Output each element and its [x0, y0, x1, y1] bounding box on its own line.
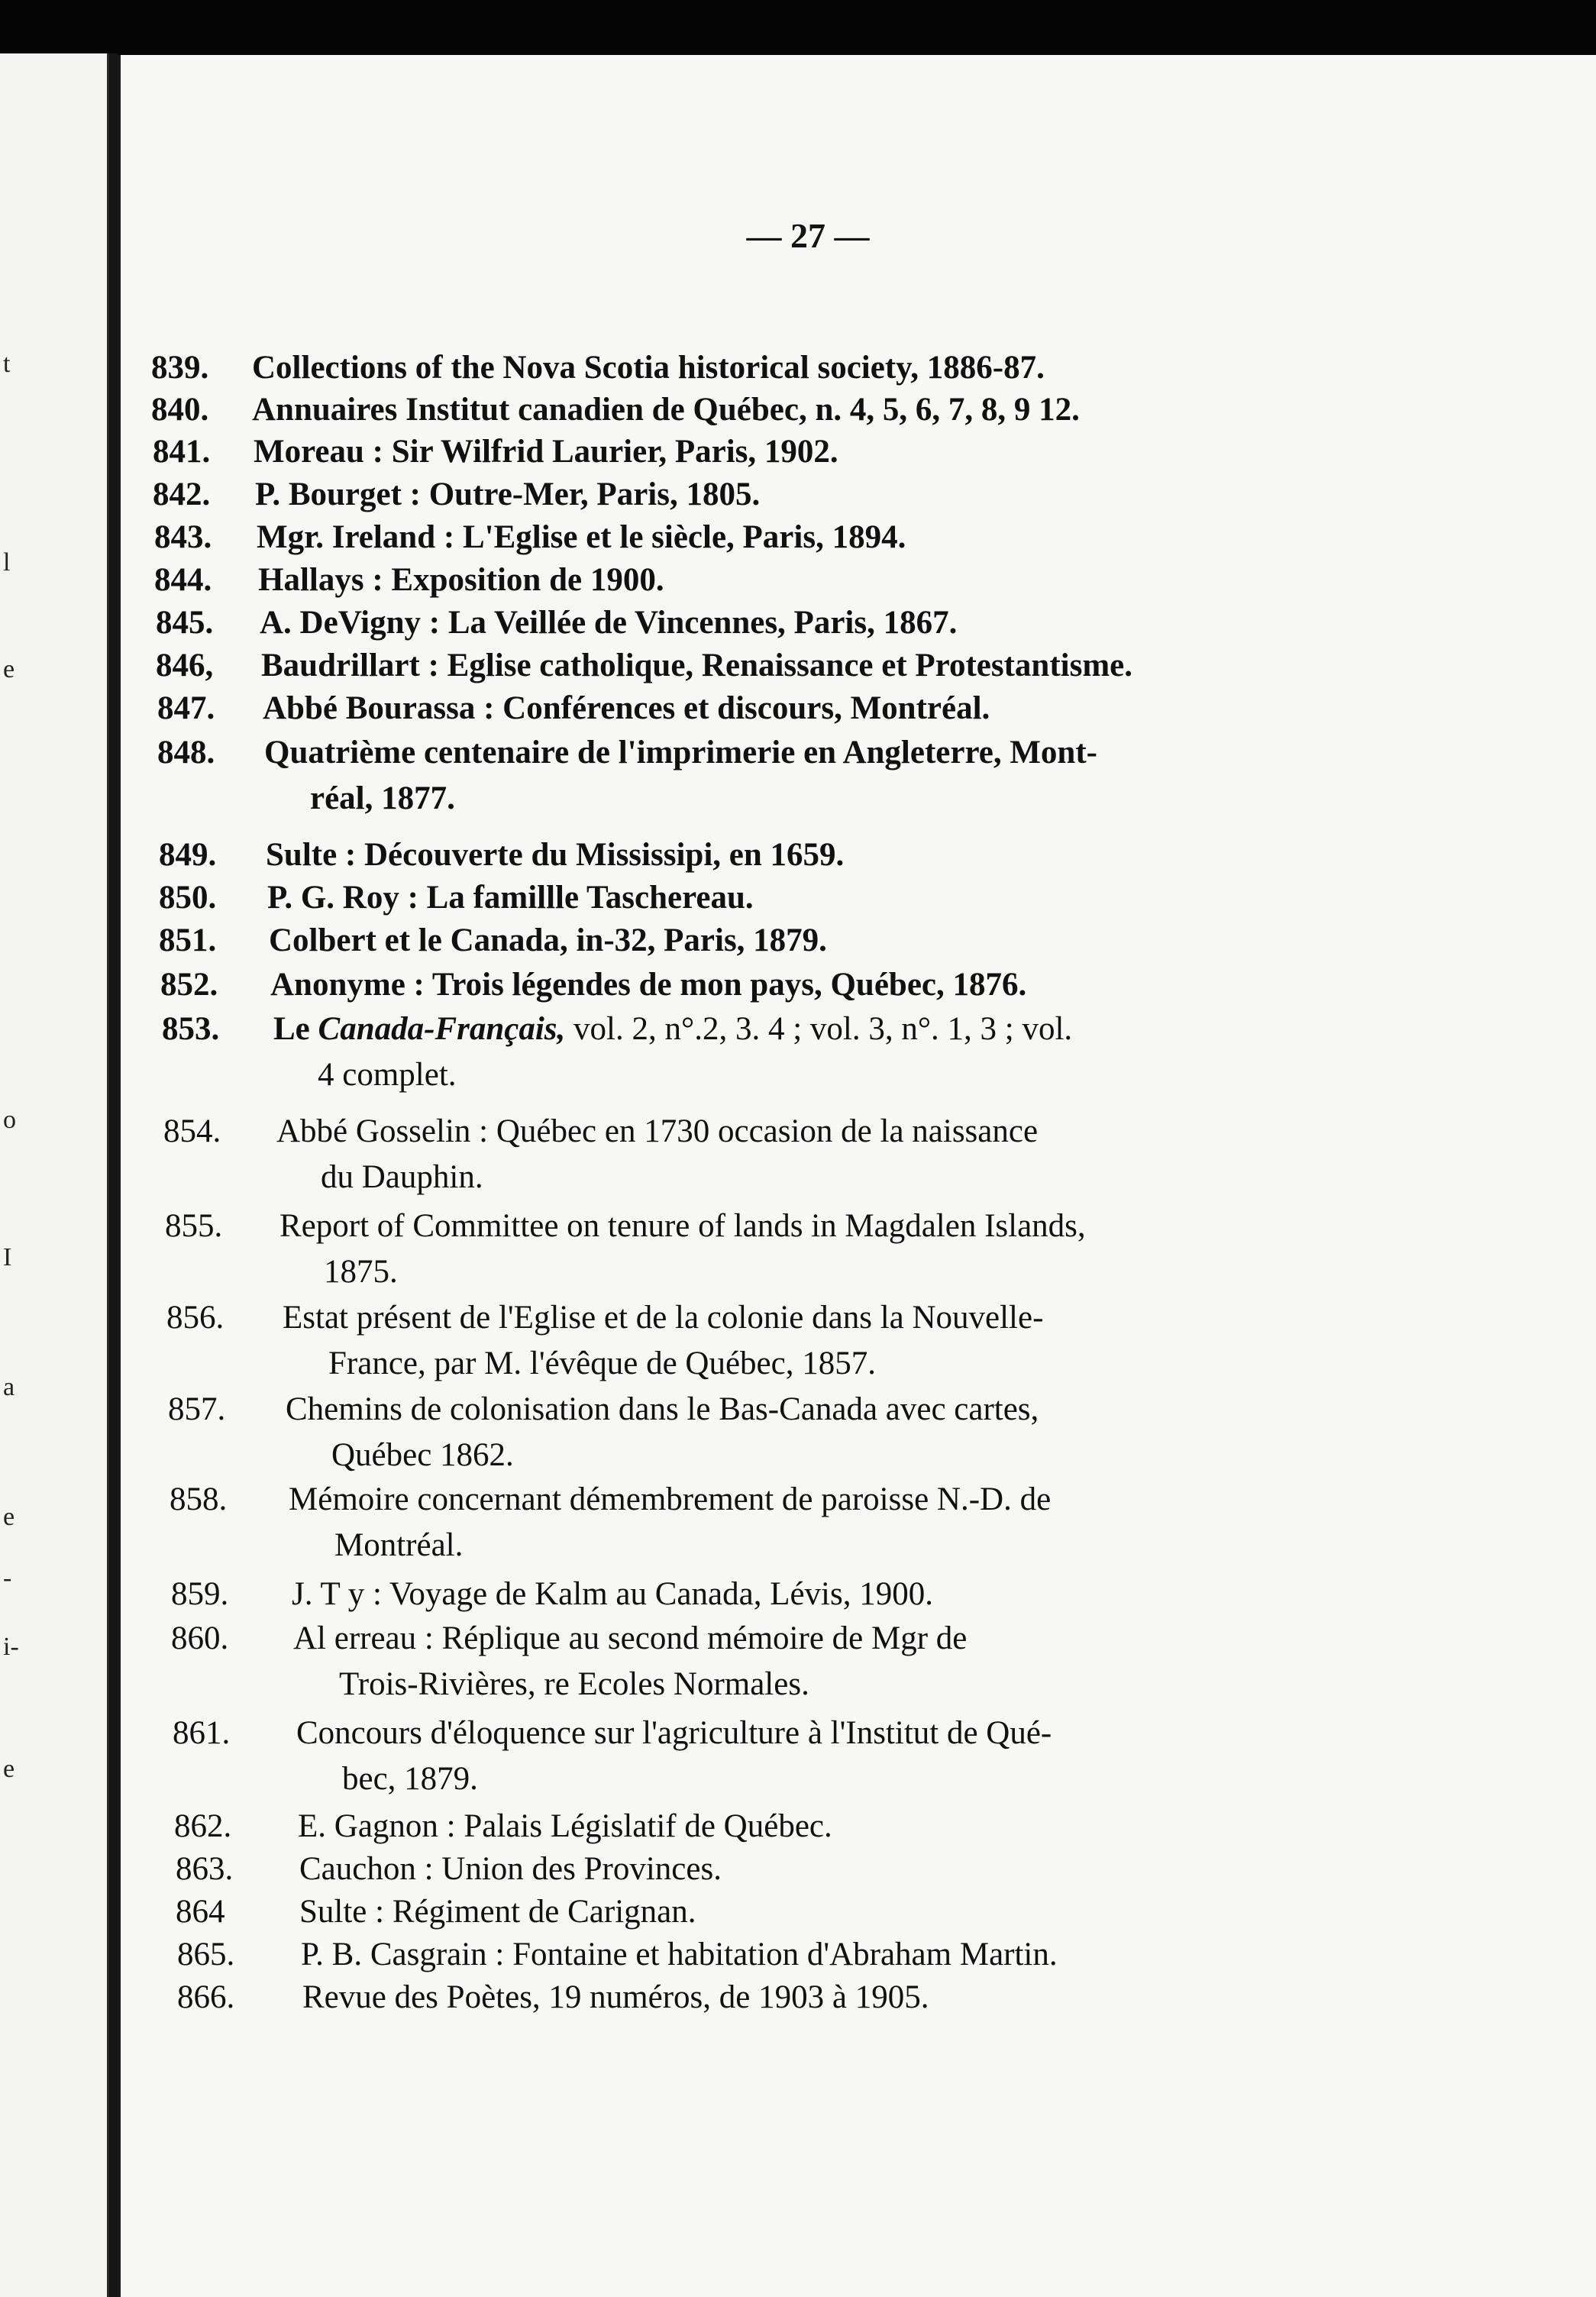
entry-number: 841. [153, 434, 211, 470]
entry-text: Chemins de colonisation dans le Bas-Canada avec cartes, [286, 1391, 1039, 1427]
entry-text: Sulte : Découverte du Mississipi, en 1659. [266, 837, 845, 873]
entry-text: P. Bourget : Outre-Mer, Paris, 1805. [255, 477, 761, 512]
entry-continuation: réal, 1877. [310, 780, 455, 816]
left-margin-fragment: I [3, 1243, 12, 1271]
list-item [163, 1109, 1462, 1200]
entry-text: Cauchon : Union des Provinces. [299, 1851, 722, 1887]
entry-number: 860. [171, 1620, 229, 1656]
entry-number: 852. [160, 967, 218, 1003]
left-margin-fragment: l [3, 548, 11, 577]
left-margin-fragment: a [3, 1373, 15, 1401]
entry-text: Le Canada-Français, vol. 2, n°.2, 3. 4 ; vol. 3, n°. 1, 3 ; vol. [273, 1011, 1073, 1047]
entry-number: 864 [176, 1894, 225, 1930]
entry-continuation: Montréal. [334, 1527, 464, 1563]
entry-text: Mémoire concernant démembrement de paroisse N.-D. de [289, 1481, 1052, 1517]
list-item [171, 1616, 1469, 1707]
entry-number: 844. [154, 562, 212, 598]
entry-continuation: Trois-Rivières, re Ecoles Normales. [339, 1666, 809, 1702]
book-gutter [109, 53, 118, 2297]
left-margin-fragment: o [3, 1106, 16, 1134]
entry-text: Collections of the Nova Scotia historical society, 1886-87. [252, 350, 1045, 386]
entry-number: 839. [151, 350, 209, 386]
page-number: — 27 — [746, 216, 870, 255]
entry-text: Mgr. Ireland : L'Eglise et le siècle, Paris, 1894. [257, 519, 906, 555]
entry-continuation: France, par M. l'évêque de Québec, 1857. [328, 1346, 876, 1381]
entry-text: E. Gagnon : Palais Législatif de Québec. [298, 1808, 832, 1844]
entry-text: P. B. Casgrain : Fontaine et habitation d'Abraham Martin. [301, 1937, 1058, 1972]
periodical-title: Canada-Français, [318, 1011, 566, 1047]
entry-number: 840. [151, 392, 209, 428]
entry-text: Hallays : Exposition de 1900. [258, 562, 664, 598]
entry-number: 855. [165, 1208, 223, 1244]
entry-number: 858. [170, 1481, 228, 1517]
entry-text: Annuaires Institut canadien de Québec, n. 4, 5, 6, 7, 8, 9 12. [252, 392, 1080, 428]
left-margin-fragment: i- [3, 1633, 19, 1661]
entry-number: 862. [174, 1808, 232, 1844]
entry-number: 861. [173, 1715, 231, 1751]
entry-number: 854. [163, 1113, 221, 1149]
entry-number: 846, [156, 648, 214, 683]
document-page [118, 55, 1596, 2297]
entry-text: Revue des Poètes, 19 numéros, de 1903 à 1905. [302, 1979, 929, 2015]
list-item [166, 1295, 1465, 1387]
entry-continuation: 4 complet. [318, 1057, 457, 1093]
entry-number: 857. [168, 1391, 226, 1427]
left-margin-fragment: t [3, 350, 11, 378]
list-item [168, 1387, 1466, 1478]
left-page-edge [0, 53, 109, 2297]
entry-number: 866. [177, 1979, 235, 2015]
entry-continuation: du Dauphin. [321, 1159, 483, 1195]
entry-text: Estat présent de l'Eglise et de la colonie dans la Nouvelle- [283, 1300, 1044, 1336]
entry-text: Al erreau : Réplique au second mémoire de Mgr de [293, 1620, 968, 1656]
left-margin-fragment: e [3, 1503, 15, 1531]
entry-number: 859. [171, 1576, 229, 1612]
entry-continuation: Québec 1862. [331, 1437, 514, 1473]
entry-continuation: 1875. [324, 1254, 398, 1290]
entry-text: A. DeVigny : La Veillée de Vincennes, Paris, 1867. [260, 605, 958, 641]
entry-text: Concours d'éloquence sur l'agriculture à l'Institut de Qué- [296, 1715, 1052, 1751]
entry-number: 851. [159, 922, 217, 958]
list-item [162, 1006, 1460, 1098]
left-margin-fragment: e [3, 655, 15, 683]
entry-number: 863. [176, 1851, 234, 1887]
entry-number: 842. [153, 477, 211, 512]
entry-number: 847. [157, 690, 215, 726]
left-margin-fragment: e [3, 1755, 15, 1783]
entry-text: Abbé Bourassa : Conférences et discours, Montréal. [263, 690, 990, 726]
entry-text: Report of Committee on tenure of lands in Magdalen Islands, [279, 1208, 1086, 1244]
entry-text: Colbert et le Canada, in-32, Paris, 1879. [269, 922, 827, 958]
entry-number: 845. [156, 605, 214, 641]
list-item [170, 1477, 1468, 1568]
entry-number: 848. [157, 735, 215, 771]
entry-number: 850. [159, 880, 217, 916]
entry-number: 849. [159, 837, 217, 873]
entry-continuation: bec, 1879. [342, 1761, 478, 1797]
entry-text: Moreau : Sir Wilfrid Laurier, Paris, 1902. [254, 434, 838, 470]
entry-text: Quatrième centenaire de l'imprimerie en Angleterre, Mont- [264, 735, 1097, 771]
entry-number: 853. [162, 1011, 220, 1047]
entry-text: J. T y : Voyage de Kalm au Canada, Lévis, 1900. [292, 1576, 933, 1612]
left-margin-fragment: - [3, 1564, 12, 1592]
entry-number: 856. [166, 1300, 225, 1336]
list-item [173, 1711, 1471, 1802]
entry-text: P. G. Roy : La famillle Taschereau. [267, 880, 754, 916]
entry-text: Anonyme : Trois légendes de mon pays, Québec, 1876. [270, 967, 1027, 1003]
entry-text: Baudrillart : Eglise catholique, Renaissance et Protestantisme. [261, 648, 1132, 683]
entry-text: Abbé Gosselin : Québec en 1730 occasion de la naissance [276, 1113, 1039, 1149]
list-item [157, 730, 1455, 822]
entry-text: Sulte : Régiment de Carignan. [299, 1894, 696, 1930]
list-item [165, 1203, 1463, 1295]
entry-number: 843. [154, 519, 212, 555]
entry-number: 865. [177, 1937, 235, 1972]
